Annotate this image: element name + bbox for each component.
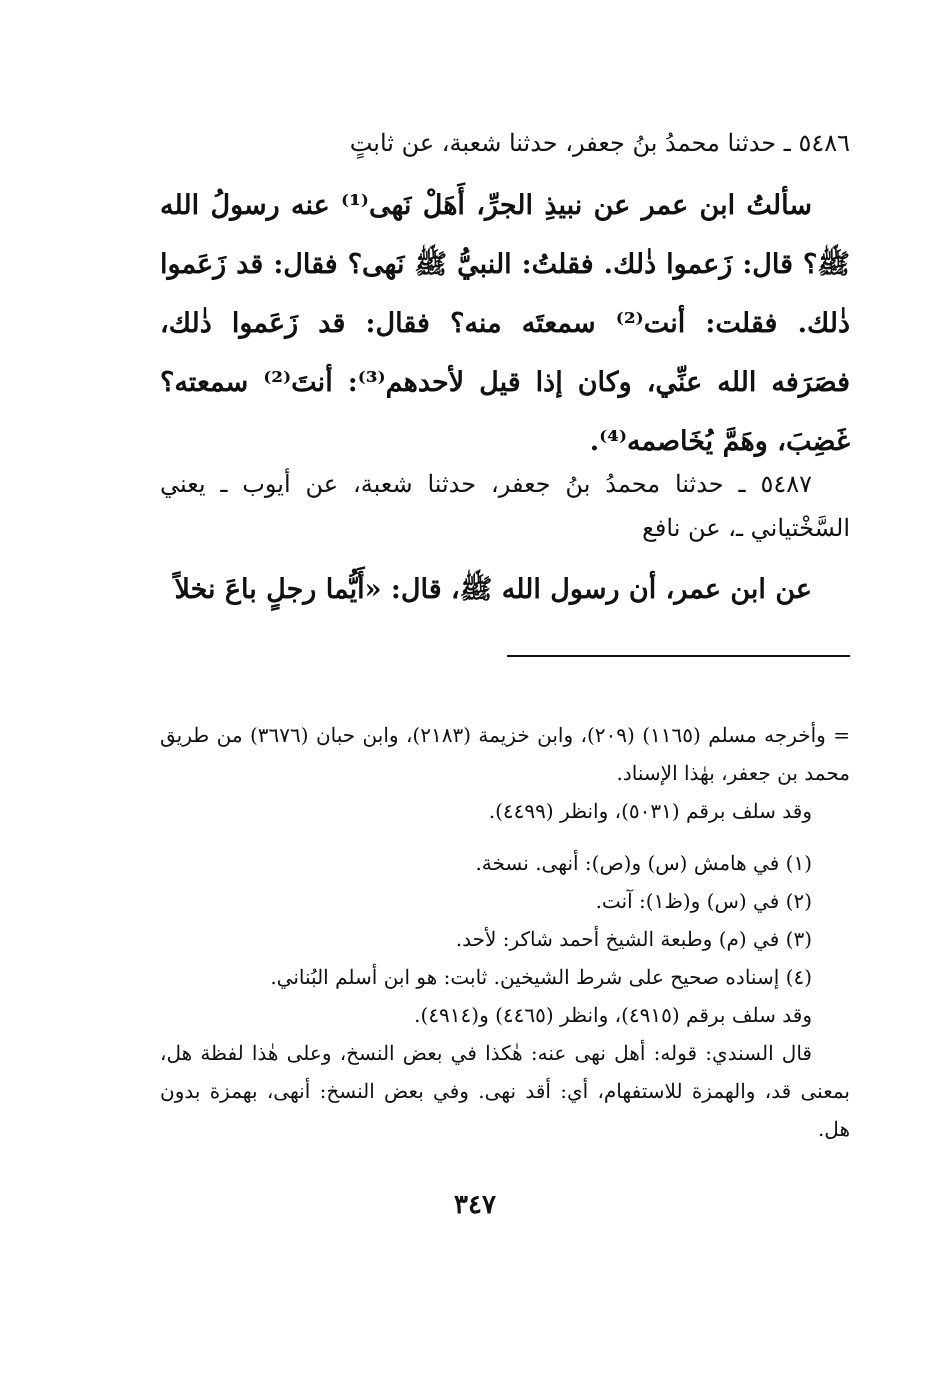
- footnote-continuation: = وأخرجه مسلم (١١٦٥) (٢٠٩)، وابن خزيمة (٢١٨٣)، وابن حبان (٣٦٧٦) من طريق محمد بن جعفر، بهٰذا الإسناد.: [160, 723, 851, 785]
- footnote-sindi: قال السندي: قوله: أهل نهى عنه: هٰكذا في بعض النسخ، وعلى هٰذا لفظة هل، بمعنى قد، والهمزة للاستفهام، أي: أقد نهى. وفي بعض النسخ: أنهى، بهمزة بدون هل.: [160, 1041, 850, 1141]
- hadith-5487-isnad: ٥٤٨٧ ـ حدثنا محمدُ بنُ جعفر، حدثنا شعبة، عن أيوب ـ يعني السَّخْتياني ـ، عن نافع: [160, 470, 850, 542]
- hadith-5487-matn: عن ابن عمر، أن رسول الله ﷺ، قال: «أَيُّما رجلٍ باعَ نخلاً: [174, 574, 812, 605]
- footnotes: [160, 716, 850, 1148]
- hadith-5486-matn: سألتُ ابن عمر عن نبيذِ الجرِّ، أَهَلْ نَهى⁽¹⁾ عنه رسولُ الله ﷺ؟ قال: زَعموا ذٰلك. فقلتُ: النبيُّ ﷺ نَهى؟ فقال: قد زَعَموا ذٰلك. فقلت: أنت⁽²⁾ سمعتَه منه؟ فقال: قد زَعَموا ذٰلك، فصَرَفه الله عنِّي، وكان إذا قيل لأحدهم⁽³⁾: أنتَ⁽²⁾ سمعته؟ غَضِبَ، وهَمَّ يُخَاصمه⁽⁴⁾.: [160, 190, 851, 457]
- footnote-3: (٣) في (م) وطبعة الشيخ أحمد شاكر: لأحد.: [455, 927, 812, 951]
- page-number: ٣٤٧: [454, 1190, 496, 1220]
- footnote-4: (٤) إسناده صحيح على شرط الشيخين. ثابت: هو ابن أسلم البُناني.: [270, 965, 812, 989]
- hadith-5486-isnad: ٥٤٨٦ ـ حدثنا محمدُ بنُ جعفر، حدثنا شعبة، عن ثابتٍ: [349, 129, 850, 157]
- footnote-4-ref: وقد سلف برقم (٤٩١٥)، وانظر (٤٤٦٥) و(٤٩١٤).: [414, 1003, 812, 1027]
- footnote-separator: [507, 655, 850, 657]
- footnote-1: (١) في هامش (س) و(ص): أنهى. نسخة.: [475, 851, 812, 875]
- footnote-2: (٢) في (س) و(ظ١): آنت.: [595, 889, 812, 913]
- footnote-continuation-ref: وقد سلف برقم (٥٠٣١)، وانظر (٤٤٩٩).: [488, 799, 812, 823]
